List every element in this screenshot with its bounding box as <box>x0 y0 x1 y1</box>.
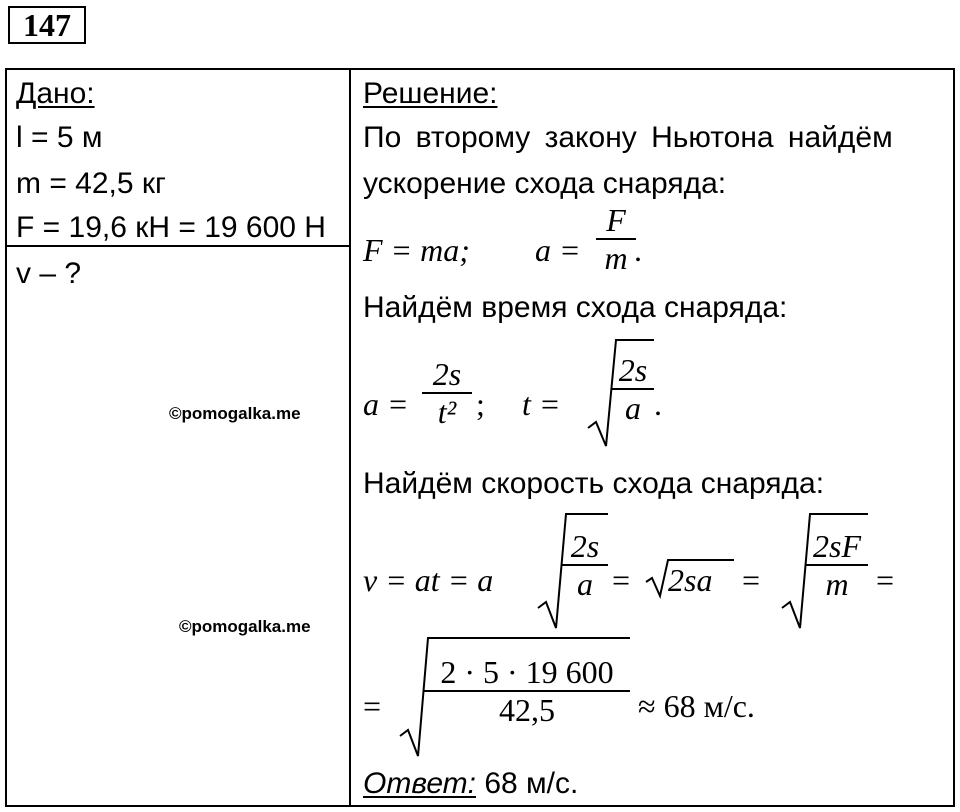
equation-velocity-lhs: v = at = a <box>363 562 494 598</box>
given-line-force: F = 19,6 кН = 19 600 Н <box>16 211 326 244</box>
result-value: ≈ 68 м/с. <box>638 688 755 724</box>
equals-sign: = <box>876 562 895 598</box>
fraction-numerator: 2s <box>432 356 462 392</box>
fraction-numerator: 2s <box>570 528 600 564</box>
equation-period: . <box>634 232 642 268</box>
answer-line <box>363 766 578 802</box>
given-line-length: l = 5 м <box>16 121 103 154</box>
sqrt-2sa: 2sa <box>668 562 713 598</box>
equals-sign: = <box>363 688 382 724</box>
equation-period: . <box>654 386 662 422</box>
fraction-2sF-over-m <box>806 528 868 602</box>
fraction-f-over-m <box>596 202 636 276</box>
equals-sign: = <box>612 562 631 598</box>
answer-label: Ответ: <box>363 767 476 800</box>
fraction-denominator: t² <box>437 394 457 430</box>
solution-text-line2: ускорение схода снаряда: <box>363 167 727 200</box>
solution-text-line4: Найдём скорость схода снаряда: <box>363 467 825 500</box>
watermark: ©pomogalka.me <box>179 617 311 636</box>
fraction-numeric <box>424 654 630 728</box>
solution-text-line3: Найдём время схода снаряда: <box>363 291 788 324</box>
fraction-denominator: 42,5 <box>499 692 555 728</box>
equation-separator: ; <box>476 386 485 422</box>
fraction-denominator: m <box>604 240 628 276</box>
column-divider <box>349 68 351 807</box>
solution-heading: Решение: <box>363 77 498 110</box>
solution-text-line1: По второму закону Ньютона найдём <box>363 121 893 154</box>
fraction-denominator: a <box>577 566 593 602</box>
problem-number: 147 <box>8 6 86 44</box>
fraction-denominator: a <box>625 390 641 426</box>
equation-accel-time-lhs: a = <box>363 386 409 422</box>
watermark: ©pomogalka.me <box>169 404 301 423</box>
answer-value: 68 м/с. <box>484 767 579 800</box>
fraction-2s-over-a <box>612 352 654 426</box>
equation-time-lhs: t = <box>522 386 561 422</box>
fraction-2s-over-t2 <box>422 356 472 430</box>
fraction-2s-over-a <box>562 528 608 602</box>
fraction-numerator: F <box>606 202 626 238</box>
fraction-numerator: 2s <box>618 352 648 388</box>
given-heading: Дано: <box>16 77 95 110</box>
find-line: v – ? <box>16 257 82 290</box>
fraction-numerator: 2 · 5 · 19 600 <box>440 654 614 690</box>
given-line-mass: m = 42,5 кг <box>16 167 166 200</box>
equation-newton: F = ma; <box>363 232 470 268</box>
equation-accel-lhs: a = <box>535 232 581 268</box>
fraction-numerator: 2sF <box>813 528 861 564</box>
equals-sign: = <box>742 562 761 598</box>
fraction-denominator: m <box>825 566 849 602</box>
